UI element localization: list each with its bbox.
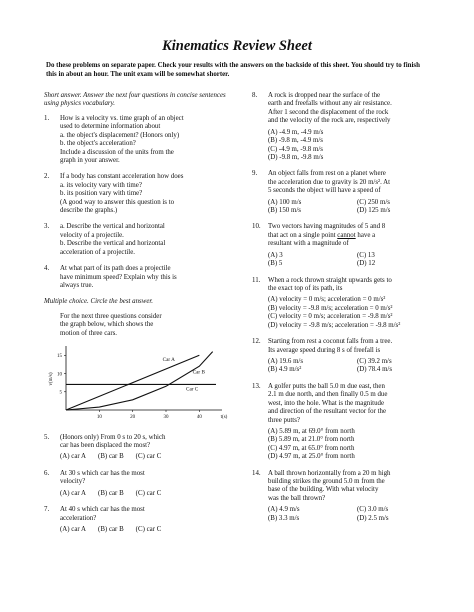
answer-choice-c[interactable]: (C) 250 m/s <box>357 198 390 206</box>
question-2 <box>44 173 236 215</box>
question-text: Its average speed during 8 s of freefall is <box>268 346 381 354</box>
answer-choice-c[interactable]: (C) car C <box>135 489 162 497</box>
x-axis-label: t(s) <box>220 415 228 421</box>
answer-choice-a[interactable]: (A) car A <box>60 525 87 533</box>
question-text: describe the graphs.) <box>60 207 118 215</box>
answer-choice-c[interactable]: (C) car C <box>135 525 162 533</box>
answer-choice-c[interactable]: (C) velocity = 0 m/s; acceleration = -9.8 m/s² <box>268 313 393 321</box>
answer-choice-d[interactable]: (D) 4.97 m, at 25.0° from north <box>268 453 355 461</box>
question-number: 8. <box>252 92 258 99</box>
question-text: After 1 second the displacement of the rock <box>268 108 389 116</box>
question-12 <box>252 338 440 375</box>
answer-choice-a[interactable]: (A) 100 m/s <box>268 198 302 206</box>
graph-intro-text: motion of three cars. <box>60 329 118 337</box>
answer-choice-b[interactable]: (B) -9.8 m, -4.9 m/s <box>268 137 323 145</box>
question-text: graph in your answer. <box>60 156 120 164</box>
question-text: When a rock thrown straight upwards gets to <box>268 276 392 284</box>
question-text: velocity of a projectile. <box>60 231 124 239</box>
question-3 <box>44 223 236 257</box>
y-axis-label: v(m/s) <box>49 372 54 386</box>
answer-choice-a[interactable]: (A) 5.89 m, at 69.0° from north <box>268 427 355 435</box>
question-text: Starting from rest a coconut falls from a tree. <box>268 338 393 346</box>
question-text: velocity? <box>60 478 86 486</box>
x-tick-label: 10 <box>96 415 102 421</box>
question-text: resultant with a magnitude of <box>268 240 349 248</box>
question-number: 14. <box>252 469 261 477</box>
page-title: Kinematics Review Sheet <box>162 38 312 54</box>
answer-choice-b[interactable]: (B) 150 m/s <box>268 207 301 215</box>
multiple-choice-note: Multiple choice. Circle the best answer. <box>44 298 154 306</box>
graph-intro <box>44 313 236 338</box>
question-text: (Honors only) From 0 s to 20 s, which <box>60 433 166 441</box>
answer-choice-a[interactable]: (A) 3 <box>268 251 283 259</box>
answer-choice-b[interactable]: (B) 4.9 m/s² <box>268 366 302 374</box>
question-5 <box>44 434 236 462</box>
question-4 <box>44 265 236 290</box>
question-text: A ball thrown horizontally from a 20 m high <box>268 469 391 477</box>
question-text: the exact top of its path, its <box>268 285 343 293</box>
answer-choice-b[interactable]: (B) 3.3 m/s <box>268 514 300 522</box>
right-column <box>252 92 440 531</box>
question-number: 11. <box>252 276 261 284</box>
question-text: base of the building. With what velocity <box>268 486 379 494</box>
question-text: 5 seconds the object will have a speed of <box>268 187 381 195</box>
question-text: used to determine information about <box>60 123 161 131</box>
question-text: b. its position vary with time? <box>60 190 143 198</box>
question-text: a. the object's displacement? (Honors only) <box>60 131 180 139</box>
question-text: An object falls from rest on a planet where <box>268 170 386 178</box>
x-tick-label: 30 <box>163 415 169 421</box>
answer-choice-b[interactable]: (B) car B <box>98 525 124 533</box>
answer-choice-b[interactable]: (B) velocity = -9.8 m/s; acceleration = 0 m/s² <box>268 304 393 312</box>
answer-choice-a[interactable]: (A) car A <box>60 453 87 461</box>
question-text: acceleration? <box>60 514 97 522</box>
x-tick-label: 20 <box>130 415 136 421</box>
question-14 <box>252 470 440 524</box>
question-text: A golfer putts the ball 5.0 m due east, then <box>268 382 385 390</box>
question-text: How is a velocity vs. time graph of an object <box>60 114 184 122</box>
answer-choice-c[interactable]: (C) 4.97 m, at 65.0° from north <box>268 444 355 452</box>
answer-choice-d[interactable]: (D) 125 m/s <box>357 207 391 215</box>
question-text: a. Describe the vertical and horizontal <box>60 223 165 231</box>
car-a-line <box>66 355 199 410</box>
answer-choice-a[interactable]: (A) velocity = 0 m/s; acceleration = 0 m/s² <box>268 296 386 304</box>
question-text: building strikes the ground 5.0 m from the <box>268 478 385 486</box>
question-13 <box>252 383 440 462</box>
answer-choice-d[interactable]: (D) velocity = -9.8 m/s; acceleration = -9.8 m/s² <box>268 321 401 329</box>
answer-choice-b[interactable]: (B) 5.89 m, at 21.0° from north <box>268 436 355 444</box>
answer-choice-b[interactable]: (B) car B <box>98 489 124 497</box>
question-text-part: that act on a single point <box>268 231 338 239</box>
question-text: If a body has constant acceleration how does <box>60 173 184 181</box>
question-text: A rock is dropped near the surface of the <box>268 92 381 99</box>
question-10 <box>252 223 440 268</box>
question-7 <box>44 506 236 534</box>
question-text: car has been displaced the most? <box>60 441 151 449</box>
x-tick-label: 40 <box>196 415 202 421</box>
answer-choice-c[interactable]: (C) 3.0 m/s <box>357 506 389 514</box>
answer-choice-d[interactable]: (D) 2.5 m/s <box>357 514 389 522</box>
car-velocity-chart <box>44 342 236 429</box>
question-text: b. the object's acceleration? <box>60 140 136 148</box>
question-number: 1. <box>44 114 50 122</box>
question-number: 3. <box>44 223 50 231</box>
question-text: acceleration of a projectile. <box>60 248 135 256</box>
question-text <box>268 232 440 240</box>
answer-choice-c[interactable]: (C) -4.9 m, -9.8 m/s <box>268 145 323 153</box>
instructions: Do these problems on separate paper. Check your results with the answers on the backside of this sheet. You should try to finish this in about an hour. The unit exam will be somewhat shorter. <box>46 62 420 78</box>
answer-choice-a[interactable]: (A) 19.6 m/s <box>268 357 304 365</box>
chart-svg <box>44 342 234 426</box>
question-number: 5. <box>44 433 50 441</box>
question-number: 6. <box>44 469 50 477</box>
question-text: the acceleration due to gravity is 20 m/s². At <box>268 178 391 186</box>
question-number: 7. <box>44 506 50 514</box>
question-text-part: have a <box>355 231 376 239</box>
answer-choice-b[interactable]: (B) car B <box>98 453 124 461</box>
question-number: 4. <box>44 265 50 273</box>
answer-choice-a[interactable]: (A) car A <box>60 489 87 497</box>
question-text: earth and freefalls without any air resistance. <box>268 100 392 108</box>
car-a-label: Car A <box>162 357 175 364</box>
question-text: and the velocity of the rock are, respectively <box>268 117 391 125</box>
answer-choice-c[interactable]: (C) 13 <box>357 251 375 259</box>
question-text: always true. <box>60 282 94 290</box>
question-text: At 30 s which car has the most <box>60 469 145 477</box>
answer-choice-a[interactable]: (A) 4.9 m/s <box>268 506 300 514</box>
car-c-label: Car C <box>186 386 199 393</box>
question-text: At 40 s which car has the most <box>60 506 145 514</box>
question-6 <box>44 470 236 498</box>
question-text: have minimum speed? Explain why this is <box>60 273 177 281</box>
question-text: a. its velocity vary with time? <box>60 181 142 189</box>
answer-choice-b[interactable]: (B) 5 <box>268 260 283 268</box>
graph-intro-text: For the next three questions consider <box>60 312 162 320</box>
question-text: was the ball thrown? <box>268 494 326 502</box>
question-text: and direction of the resultant vector for the <box>268 408 387 416</box>
left-column <box>44 92 236 542</box>
question-text: three putts? <box>268 416 300 424</box>
underlined-word: cannot <box>337 231 356 239</box>
question-text: b. Describe the vertical and horizontal <box>60 240 166 248</box>
answer-choice-c[interactable]: (C) 39.2 m/s <box>357 357 392 365</box>
question-8 <box>252 92 440 162</box>
answer-choice-d[interactable]: (D) 12 <box>357 260 376 268</box>
question-number: 10. <box>252 223 261 231</box>
question-number: 2. <box>44 173 50 181</box>
y-tick-label: 10 <box>57 372 62 378</box>
question-number: 9. <box>252 170 258 178</box>
answer-choice-a[interactable]: (A) -4.9 m, -4.9 m/s <box>268 128 324 136</box>
question-text: Two vectors having magnitudes of 5 and 8 <box>268 223 386 231</box>
answer-choice-d[interactable]: (D) 78.4 m/s <box>357 366 393 374</box>
question-text: (A good way to answer this question is to <box>60 198 175 206</box>
question-11 <box>252 277 440 331</box>
question-text: west, into the hole. What is the magnitude <box>268 399 385 407</box>
question-text: 2.1 m due north, and then finally 0.5 m due <box>268 391 388 399</box>
answer-choice-d[interactable]: (D) -9.8 m, -9.8 m/s <box>268 153 324 161</box>
question-number: 12. <box>252 338 261 346</box>
question-number: 13. <box>252 382 261 390</box>
question-text: Include a discussion of the units from the <box>60 148 174 156</box>
answer-choice-c[interactable]: (C) car C <box>135 453 162 461</box>
short-answer-note: Short answer. Answer the next four questions in concise sentences using physics vocabulary. <box>44 92 226 108</box>
graph-intro-text: the graph below, which shows the <box>60 321 154 329</box>
y-tick-label: 15 <box>57 354 62 360</box>
question-1 <box>44 115 236 166</box>
question-text: At what part of its path does a projectile <box>60 265 171 273</box>
y-tick-label: 5 <box>59 390 62 396</box>
question-9 <box>252 170 440 215</box>
car-b-label: Car B <box>192 369 205 376</box>
